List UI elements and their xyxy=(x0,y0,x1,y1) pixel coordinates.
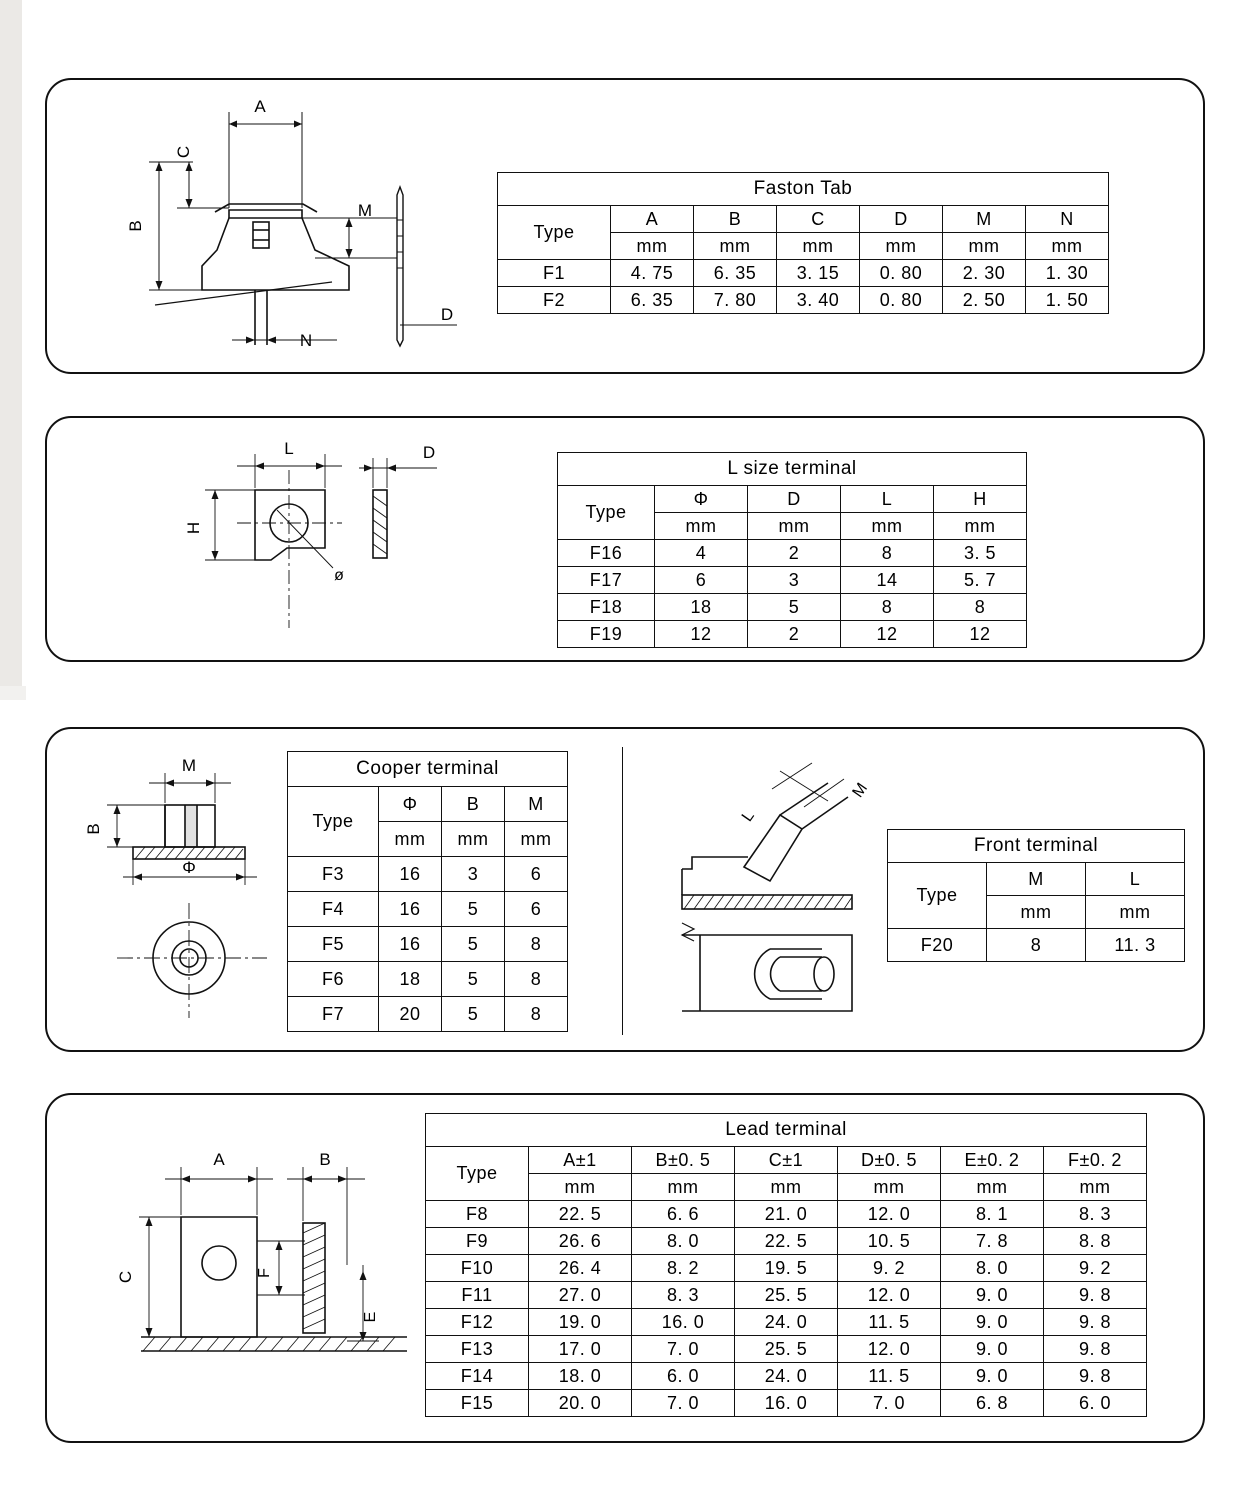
cell-e: 9. 0 xyxy=(941,1363,1044,1390)
cell-b: 16. 0 xyxy=(632,1309,735,1336)
dim-label-A: A xyxy=(254,97,266,116)
unit-c: mm xyxy=(777,233,860,260)
cell-e: 9. 0 xyxy=(941,1282,1044,1309)
cell-d: 11. 5 xyxy=(838,1309,941,1336)
unit-m: mm xyxy=(987,896,1086,929)
cell-b: 8. 0 xyxy=(632,1228,735,1255)
cell-l: 11. 3 xyxy=(1086,929,1185,962)
dim-label-D: D xyxy=(440,305,454,324)
table-unit-row xyxy=(426,1174,1147,1201)
cell-type: F17 xyxy=(558,567,655,594)
table-header-row xyxy=(888,863,1185,896)
cooper-terminal-svg xyxy=(77,743,297,1033)
table-row xyxy=(426,1255,1147,1282)
faston-tab-svg xyxy=(97,90,487,360)
cell-type: F1 xyxy=(498,260,611,287)
table-row xyxy=(888,929,1185,962)
header-type: Type xyxy=(288,787,379,857)
unit-m: mm xyxy=(505,822,568,857)
scan-edge-artifact-2 xyxy=(0,686,26,700)
cell-type: F11 xyxy=(426,1282,529,1309)
cell-type: F18 xyxy=(558,594,655,621)
header-col-d: D±0. 5 xyxy=(838,1147,941,1174)
dim-label-D: D xyxy=(422,443,436,462)
header-col-c: C xyxy=(777,206,860,233)
header-type: Type xyxy=(498,206,611,260)
cell-b: 3 xyxy=(442,857,505,892)
unit-b: mm xyxy=(442,822,505,857)
table-title-row xyxy=(888,830,1185,863)
table-header-row xyxy=(558,486,1027,513)
dim-label-H: H xyxy=(184,521,203,535)
table-faston-tab xyxy=(497,172,1109,314)
cell-f: 9. 8 xyxy=(1044,1309,1147,1336)
cell-type: F10 xyxy=(426,1255,529,1282)
unit-l: mm xyxy=(841,513,934,540)
cell-c: 25. 5 xyxy=(735,1282,838,1309)
cell-type: F13 xyxy=(426,1336,529,1363)
cell-n: 1. 30 xyxy=(1026,260,1109,287)
header-type: Type xyxy=(558,486,655,540)
cell-b: 5 xyxy=(442,892,505,927)
dim-label-N: N xyxy=(299,331,313,350)
header-col-f: F±0. 2 xyxy=(1044,1147,1147,1174)
table-row xyxy=(288,927,568,962)
cell-a: 20. 0 xyxy=(529,1390,632,1417)
cell-d: 10. 5 xyxy=(838,1228,941,1255)
cell-m: 6 xyxy=(505,892,568,927)
dim-label-M: M xyxy=(181,756,197,775)
cell-b: 5 xyxy=(442,927,505,962)
cell-d: 3 xyxy=(748,567,841,594)
cell-e: 8. 1 xyxy=(941,1201,1044,1228)
dim-label-L: L xyxy=(284,439,294,458)
cell-h: 12 xyxy=(934,621,1027,648)
cell-b: 7. 0 xyxy=(632,1390,735,1417)
cell-phi: 16 xyxy=(379,927,442,962)
cell-c: 24. 0 xyxy=(735,1309,838,1336)
table-front-terminal xyxy=(887,829,1185,962)
dim-label-B: B xyxy=(126,220,145,232)
cell-b: 5 xyxy=(442,962,505,997)
dim-label-E: E xyxy=(362,1311,379,1323)
cell-l: 12 xyxy=(841,621,934,648)
unit-m: mm xyxy=(943,233,1026,260)
cell-a: 27. 0 xyxy=(529,1282,632,1309)
cell-c: 21. 0 xyxy=(735,1201,838,1228)
dim-label-C: C xyxy=(116,1270,135,1284)
unit-phi: mm xyxy=(655,513,748,540)
cell-phi: 16 xyxy=(379,892,442,927)
unit-c: mm xyxy=(735,1174,838,1201)
cell-phi: 18 xyxy=(655,594,748,621)
cell-b: 7. 80 xyxy=(694,287,777,314)
dim-label-M: M xyxy=(357,201,373,220)
cell-m: 8 xyxy=(505,927,568,962)
l-size-terminal-drawing xyxy=(137,428,517,648)
cell-d: 0. 80 xyxy=(860,260,943,287)
dim-label-A: A xyxy=(213,1150,225,1169)
table-row xyxy=(426,1309,1147,1336)
cell-b: 8. 2 xyxy=(632,1255,735,1282)
cell-d: 7. 0 xyxy=(838,1390,941,1417)
cell-e: 9. 0 xyxy=(941,1309,1044,1336)
header-col-phi: Φ xyxy=(379,787,442,822)
cell-a: 17. 0 xyxy=(529,1336,632,1363)
table-row xyxy=(558,594,1027,621)
cell-l: 8 xyxy=(841,540,934,567)
cell-f: 9. 8 xyxy=(1044,1282,1147,1309)
table-row xyxy=(426,1336,1147,1363)
table-title: Cooper terminal xyxy=(288,752,568,787)
cell-type: F8 xyxy=(426,1201,529,1228)
dim-label-B: B xyxy=(84,823,103,835)
header-col-phi: Φ xyxy=(655,486,748,513)
table-row xyxy=(558,567,1027,594)
cell-type: F12 xyxy=(426,1309,529,1336)
cell-h: 8 xyxy=(934,594,1027,621)
cell-d: 12. 0 xyxy=(838,1336,941,1363)
table-row xyxy=(426,1390,1147,1417)
cell-d: 11. 5 xyxy=(838,1363,941,1390)
panel-divider xyxy=(622,747,623,1035)
panel-cooper-and-front-terminal xyxy=(45,727,1205,1052)
header-col-l: L xyxy=(841,486,934,513)
cell-a: 22. 5 xyxy=(529,1201,632,1228)
table-header-row xyxy=(426,1147,1147,1174)
unit-n: mm xyxy=(1026,233,1109,260)
cell-m: 2. 30 xyxy=(943,260,1026,287)
unit-l: mm xyxy=(1086,896,1185,929)
cell-f: 6. 0 xyxy=(1044,1390,1147,1417)
table-row xyxy=(288,857,568,892)
cell-phi: 12 xyxy=(655,621,748,648)
table-cooper-terminal xyxy=(287,751,568,1032)
unit-e: mm xyxy=(941,1174,1044,1201)
table-title-row xyxy=(288,752,568,787)
cell-b: 7. 0 xyxy=(632,1336,735,1363)
unit-d: mm xyxy=(838,1174,941,1201)
table-title: Lead terminal xyxy=(426,1114,1147,1147)
cell-type: F4 xyxy=(288,892,379,927)
cell-phi: 20 xyxy=(379,997,442,1032)
unit-b: mm xyxy=(694,233,777,260)
cell-type: F2 xyxy=(498,287,611,314)
header-col-l: L xyxy=(1086,863,1185,896)
header-col-b: B±0. 5 xyxy=(632,1147,735,1174)
table-row xyxy=(558,540,1027,567)
cell-m: 2. 50 xyxy=(943,287,1026,314)
cell-type: F5 xyxy=(288,927,379,962)
cell-a: 4. 75 xyxy=(611,260,694,287)
l-size-terminal-svg xyxy=(137,428,517,648)
cell-a: 26. 6 xyxy=(529,1228,632,1255)
table-row xyxy=(558,621,1027,648)
cell-f: 8. 3 xyxy=(1044,1201,1147,1228)
cell-type: F15 xyxy=(426,1390,529,1417)
cell-f: 9. 8 xyxy=(1044,1336,1147,1363)
unit-h: mm xyxy=(934,513,1027,540)
cell-type: F14 xyxy=(426,1363,529,1390)
front-terminal-drawing xyxy=(652,749,922,1029)
faston-tab-drawing xyxy=(97,90,487,360)
cell-b: 8. 3 xyxy=(632,1282,735,1309)
cell-a: 19. 0 xyxy=(529,1309,632,1336)
header-col-e: E±0. 2 xyxy=(941,1147,1044,1174)
table-row xyxy=(498,260,1109,287)
header-col-d: D xyxy=(748,486,841,513)
dim-label-diameter: ø xyxy=(334,567,344,584)
header-type: Type xyxy=(426,1147,529,1201)
cell-c: 3. 40 xyxy=(777,287,860,314)
header-col-a: A xyxy=(611,206,694,233)
unit-b: mm xyxy=(632,1174,735,1201)
table-row xyxy=(288,997,568,1032)
cooper-terminal-drawing xyxy=(77,743,297,1033)
header-col-c: C±1 xyxy=(735,1147,838,1174)
cell-b: 5 xyxy=(442,997,505,1032)
cell-type: F7 xyxy=(288,997,379,1032)
dim-label-C: C xyxy=(174,145,193,159)
unit-phi: mm xyxy=(379,822,442,857)
cell-type: F6 xyxy=(288,962,379,997)
dim-label-F: F xyxy=(256,1268,273,1278)
header-col-a: A±1 xyxy=(529,1147,632,1174)
cell-f: 9. 8 xyxy=(1044,1363,1147,1390)
cell-c: 3. 15 xyxy=(777,260,860,287)
cell-d: 12. 0 xyxy=(838,1282,941,1309)
table-row xyxy=(426,1228,1147,1255)
cell-h: 3. 5 xyxy=(934,540,1027,567)
cell-a: 26. 4 xyxy=(529,1255,632,1282)
table-title-row xyxy=(498,173,1109,206)
cell-type: F9 xyxy=(426,1228,529,1255)
cell-d: 12. 0 xyxy=(838,1201,941,1228)
cell-f: 8. 8 xyxy=(1044,1228,1147,1255)
cell-m: 8 xyxy=(505,997,568,1032)
cell-m: 6 xyxy=(505,857,568,892)
cell-b: 6. 0 xyxy=(632,1363,735,1390)
cell-c: 19. 5 xyxy=(735,1255,838,1282)
table-lead-terminal xyxy=(425,1113,1147,1417)
front-terminal-svg xyxy=(652,749,922,1029)
header-col-m: M xyxy=(505,787,568,822)
table-row xyxy=(426,1201,1147,1228)
panel-lead-terminal xyxy=(45,1093,1205,1443)
panel-faston-tab xyxy=(45,78,1205,374)
cell-type: F16 xyxy=(558,540,655,567)
cell-type: F19 xyxy=(558,621,655,648)
table-title: Faston Tab xyxy=(498,173,1109,206)
cell-d: 2 xyxy=(748,621,841,648)
header-col-m: M xyxy=(987,863,1086,896)
table-row xyxy=(288,892,568,927)
cell-e: 6. 8 xyxy=(941,1390,1044,1417)
cell-a: 6. 35 xyxy=(611,287,694,314)
cell-n: 1. 50 xyxy=(1026,287,1109,314)
dim-label-M: M xyxy=(849,780,872,801)
cell-phi: 18 xyxy=(379,962,442,997)
header-col-b: B xyxy=(694,206,777,233)
cell-b: 6. 35 xyxy=(694,260,777,287)
table-title-row xyxy=(426,1114,1147,1147)
header-col-h: H xyxy=(934,486,1027,513)
table-header-row xyxy=(498,206,1109,233)
cell-l: 14 xyxy=(841,567,934,594)
table-row xyxy=(288,962,568,997)
table-l-size-terminal xyxy=(557,452,1027,648)
table-row xyxy=(426,1363,1147,1390)
cell-type: F3 xyxy=(288,857,379,892)
cell-m: 8 xyxy=(505,962,568,997)
dim-label-B: B xyxy=(319,1150,331,1169)
header-col-m: M xyxy=(943,206,1026,233)
cell-c: 24. 0 xyxy=(735,1363,838,1390)
unit-a: mm xyxy=(611,233,694,260)
table-header-row xyxy=(288,787,568,822)
cell-d: 9. 2 xyxy=(838,1255,941,1282)
cell-d: 5 xyxy=(748,594,841,621)
scan-edge-artifact xyxy=(0,0,22,686)
cell-m: 8 xyxy=(987,929,1086,962)
header-col-d: D xyxy=(860,206,943,233)
cell-c: 22. 5 xyxy=(735,1228,838,1255)
dim-label-phi: Φ xyxy=(182,858,196,877)
unit-a: mm xyxy=(529,1174,632,1201)
cell-c: 16. 0 xyxy=(735,1390,838,1417)
table-title: Front terminal xyxy=(888,830,1185,863)
lead-terminal-drawing xyxy=(107,1145,427,1405)
cell-a: 18. 0 xyxy=(529,1363,632,1390)
cell-e: 9. 0 xyxy=(941,1336,1044,1363)
cell-l: 8 xyxy=(841,594,934,621)
cell-phi: 4 xyxy=(655,540,748,567)
unit-d: mm xyxy=(860,233,943,260)
header-col-n: N xyxy=(1026,206,1109,233)
table-row xyxy=(426,1282,1147,1309)
cell-e: 7. 8 xyxy=(941,1228,1044,1255)
cell-d: 2 xyxy=(748,540,841,567)
cell-type: F20 xyxy=(888,929,987,962)
lead-terminal-svg xyxy=(107,1145,427,1405)
cell-phi: 6 xyxy=(655,567,748,594)
header-col-b: B xyxy=(442,787,505,822)
cell-b: 6. 6 xyxy=(632,1201,735,1228)
cell-c: 25. 5 xyxy=(735,1336,838,1363)
header-type: Type xyxy=(888,863,987,929)
table-title-row xyxy=(558,453,1027,486)
cell-d: 0. 80 xyxy=(860,287,943,314)
panel-l-size-terminal xyxy=(45,416,1205,662)
cell-f: 9. 2 xyxy=(1044,1255,1147,1282)
unit-f: mm xyxy=(1044,1174,1147,1201)
cell-phi: 16 xyxy=(379,857,442,892)
cell-e: 8. 0 xyxy=(941,1255,1044,1282)
cell-h: 5. 7 xyxy=(934,567,1027,594)
unit-d: mm xyxy=(748,513,841,540)
table-row xyxy=(498,287,1109,314)
table-title: L size terminal xyxy=(558,453,1027,486)
dim-label-L: L xyxy=(738,807,758,825)
